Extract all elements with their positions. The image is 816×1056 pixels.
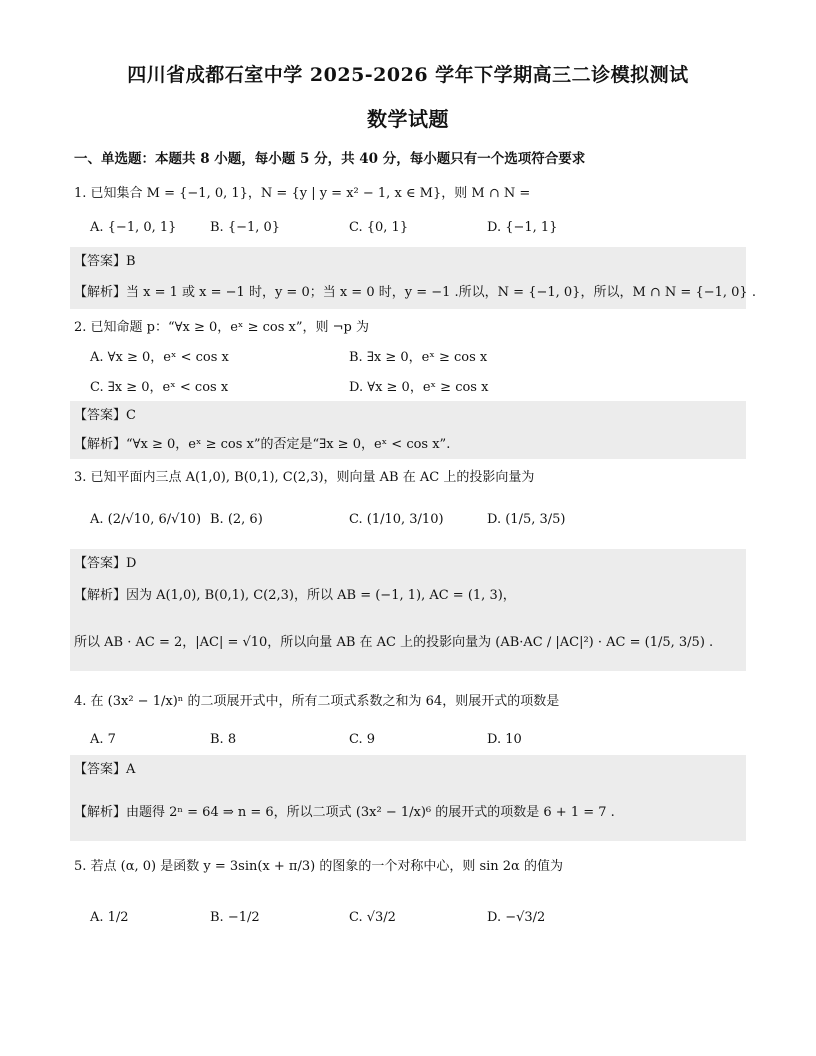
q3-option-d: D. (1/5, 3/5) [487, 512, 566, 527]
q1-analysis: 【解析】当 x = 1 或 x = −1 时，y = 0；当 x = 0 时，y = −1 .所以，N = {−1, 0}，所以，M ∩ N = {−1, 0} . [74, 285, 756, 300]
q3-option-c: C. (1/10, 3/10) [349, 512, 444, 527]
q2-option-d: D. ∀x ≥ 0，eˣ ≥ cos x [349, 380, 489, 395]
q1-answer-band [70, 247, 756, 309]
q4-option-d: D. 10 [487, 732, 522, 747]
q1-option-a: A. {−1, 0, 1} [90, 220, 177, 235]
question-2-stem: 2. 已知命题 p：“∀x ≥ 0，eˣ ≥ cos x”，则 ¬p 为 [74, 320, 369, 335]
q3-option-b: B. (2, 6) [210, 512, 263, 527]
q1-option-d: D. {−1, 1} [487, 220, 558, 235]
q3-option-a: A. (2/√10, 6/√10) [90, 512, 202, 527]
q3-analysis-2: 所以 AB · AC = 2，|AC| = √10，所以向量 AB 在 AC 上的投影向量为 (AB·AC / |AC|²) · AC = (1/5, 3/5) . [74, 635, 714, 650]
q5-option-a: A. 1/2 [90, 910, 129, 925]
section-heading: 一、单选题：本题共 8 小题，每小题 5 分，共 40 分，每小题只有一个选项符合要求 [74, 151, 586, 167]
q2-option-a: A. ∀x ≥ 0，eˣ < cos x [90, 350, 229, 365]
q3-answer-band [70, 549, 746, 671]
q2-option-b: B. ∃x ≥ 0，eˣ ≥ cos x [349, 350, 488, 365]
question-5-stem: 5. 若点 (α, 0) 是函数 y = 3sin(x + π/3) 的图象的一个对称中心，则 sin 2α 的值为 [74, 859, 563, 874]
q2-option-c: C. ∃x ≥ 0，eˣ < cos x [90, 380, 229, 395]
q5-option-d: D. −√3/2 [487, 910, 546, 925]
q1-option-b: B. {−1, 0} [210, 220, 281, 235]
q5-option-b: B. −1/2 [210, 910, 260, 925]
q3-analysis-1: 【解析】因为 A(1,0), B(0,1), C(2,3)，所以 AB = (−1, 1), AC = (1, 3)， [74, 588, 516, 603]
q4-analysis: 【解析】由题得 2ⁿ = 64 ⇒ n = 6，所以二项式 (3x² − 1/x)⁶ 的展开式的项数是 6 + 1 = 7 . [74, 805, 615, 820]
q4-answer: 【答案】A [74, 762, 136, 777]
page-subtitle: 数学试题 [367, 107, 449, 131]
page-title: 四川省成都石室中学 2025-2026 学年下学期高三二诊模拟测试 [127, 64, 689, 86]
q4-answer-band [70, 755, 746, 841]
question-3-stem: 3. 已知平面内三点 A(1,0), B(0,1), C(2,3)，则向量 AB 在 AC 上的投影向量为 [74, 470, 535, 485]
q1-answer: 【答案】B [74, 254, 136, 269]
q3-answer: 【答案】D [74, 556, 137, 571]
q5-option-c: C. √3/2 [349, 910, 396, 925]
question-1-stem: 1. 已知集合 M = {−1, 0, 1}，N = {y | y = x² − 1, x ∈ M}，则 M ∩ N = [74, 186, 531, 201]
q1-option-c: C. {0, 1} [349, 220, 409, 235]
q4-option-c: C. 9 [349, 732, 376, 747]
q4-option-a: A. 7 [90, 732, 116, 747]
q2-answer: 【答案】C [74, 408, 136, 423]
q4-option-b: B. 8 [210, 732, 237, 747]
question-4-stem: 4. 在 (3x² − 1/x)ⁿ 的二项展开式中，所有二项式系数之和为 64，则展开式的项数是 [74, 694, 560, 709]
q2-analysis: 【解析】“∀x ≥ 0，eˣ ≥ cos x”的否定是“∃x ≥ 0，eˣ < cos x”. [74, 437, 451, 452]
q2-answer-band [70, 401, 746, 459]
